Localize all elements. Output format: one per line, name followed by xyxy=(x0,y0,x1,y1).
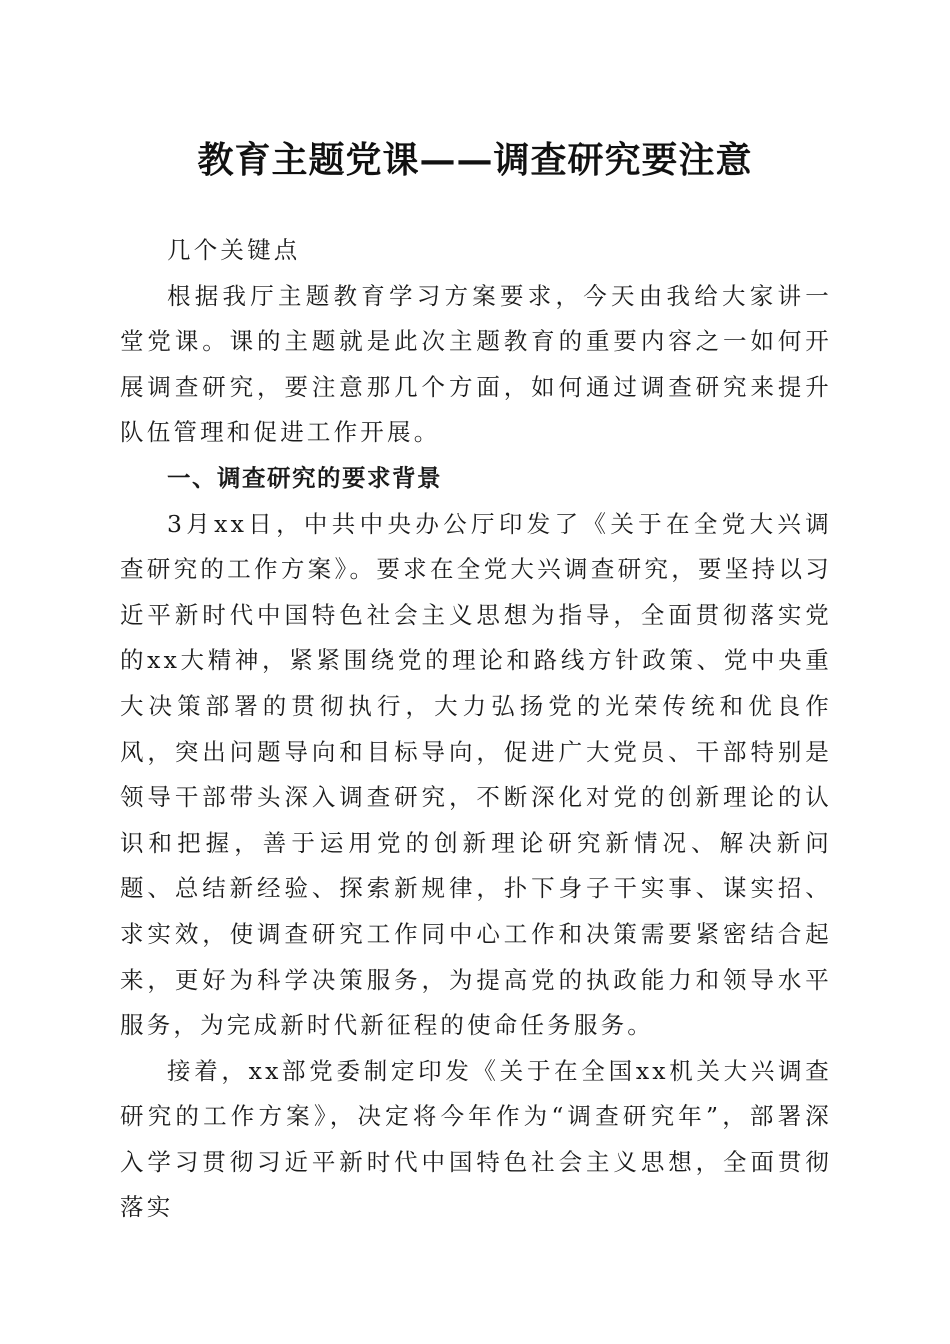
paragraph-background: 3月xx日，中共中央办公厅印发了《关于在全党大兴调查研究的工作方案》。要求在全党大兴调查研究，要坚持以习近平新时代中国特色社会主义思想为指导，全面贯彻落实党的xx大精神，紧紧围绕党的理论和路线方针政策、党中央重大决策部署的贯彻执行，大力弘扬党的光荣传统和优良作风，突出问题导向和目标导向，促进广大党员、干部特别是领导干部带头深入调查研究，不断深化对党的创新理论的认识和把握，善于运用党的创新理论研究新情况、解决新问题、总结新经验、探索新规律，扑下身子干实事、谋实招、求实效，使调查研究工作同中心工作和决策需要紧密结合起来，更好为科学决策服务，为提高党的执政能力和领导水平服务，为完成新时代新征程的使命任务服务。 xyxy=(120,509,832,1040)
paragraph-ministry-plan: 接着，xx部党委制定印发《关于在全国xx机关大兴调查研究的工作方案》，决定将今年作为“调查研究年”，部署深入学习贯彻习近平新时代中国特色社会主义思想，全面贯彻落实 xyxy=(120,1056,832,1222)
document-title: 教育主题党课——调查研究要注意 xyxy=(197,139,753,181)
document-body xyxy=(120,228,832,1231)
paragraph-intro: 根据我厅主题教育学习方案要求，今天由我给大家讲一堂党课。课的主题就是此次主题教育的重要内容之一如何开展调查研究，要注意那几个方面，如何通过调查研究来提升队伍管理和促进工作开展。 xyxy=(120,281,832,447)
section-heading: 一、调查研究的要求背景 xyxy=(167,463,442,492)
paragraph-key-points: 几个关键点 xyxy=(167,236,301,264)
